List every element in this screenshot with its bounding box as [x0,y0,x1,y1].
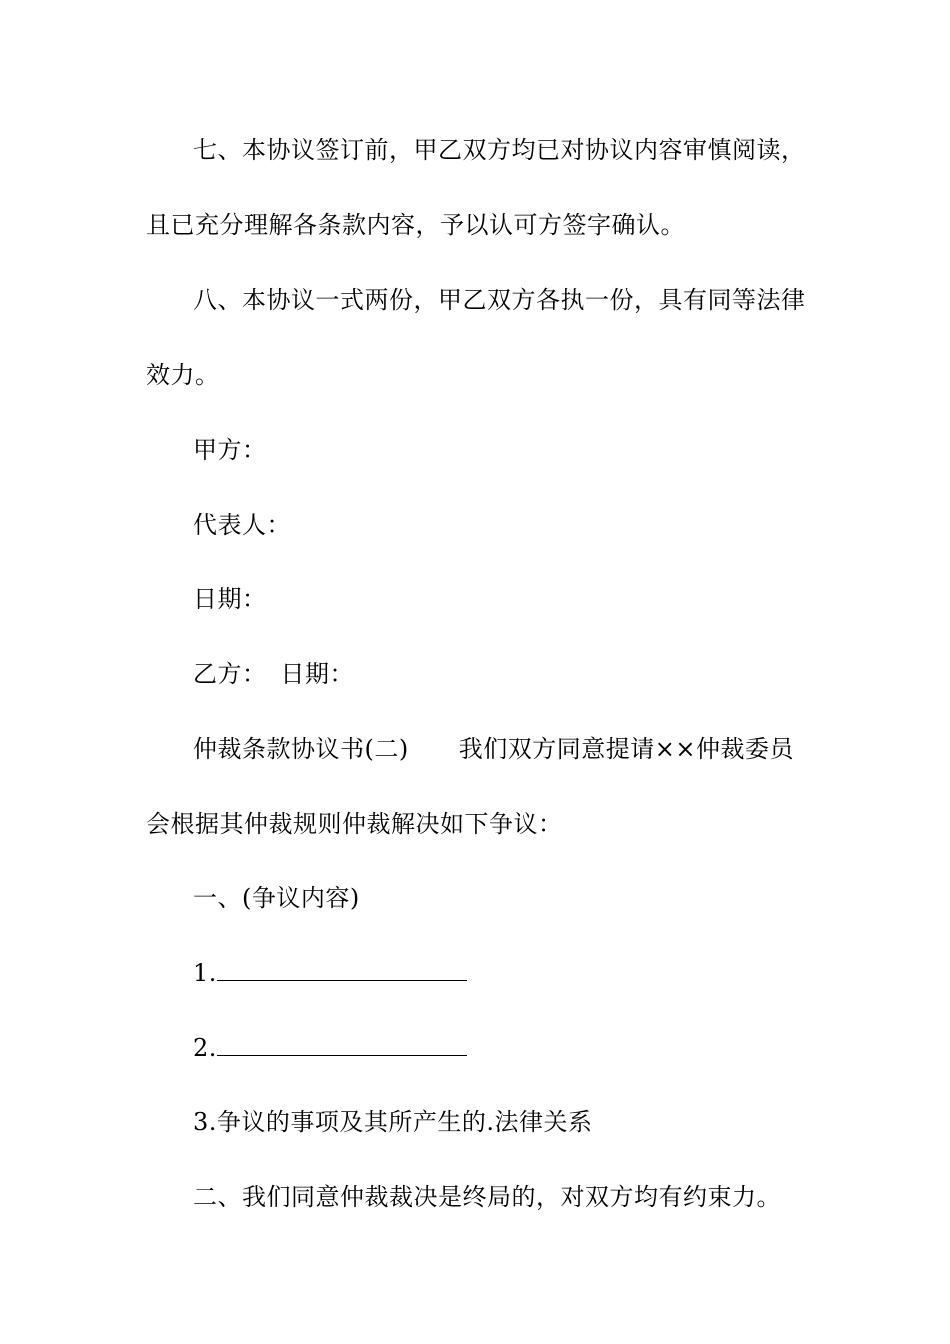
agreement-title-line [193,733,794,765]
agreement-title: 仲裁条款协议书(二) [193,735,409,763]
item-1-number: 1. [193,959,217,987]
section-1-heading: 一、(争议内容) [193,884,360,912]
party-b-label: 乙方： [193,660,267,688]
item-2-blank-line [217,1035,467,1056]
dispute-item-3: 3.争议的事项及其所产生的.法律关系 [193,1108,593,1136]
section-2-text: 二、我们同意仲裁裁决是终局的，对双方均有约束力。 [193,1183,781,1211]
date-label: 日期： [193,585,267,613]
party-b-date-label: 日期： [280,660,354,688]
party-a-label: 甲方： [193,436,267,464]
item-2-number: 2. [193,1034,217,1062]
agreement-intro-line-2: 会根据其仲裁规则仲裁解决如下争议： [146,810,563,838]
dispute-item-2 [193,1032,467,1064]
agreement-intro: 我们双方同意提请××仲裁委员 [458,735,794,763]
party-b-line [193,658,354,690]
dispute-item-1 [193,957,467,989]
representative-label: 代表人： [193,511,291,539]
clause-8-line-2: 效力。 [146,361,220,389]
clause-7-line-1: 七、本协议签订前，甲乙双方均已对协议内容审慎阅读， [193,136,806,164]
clause-7-line-2: 且已充分理解各条款内容，予以认可方签字确认。 [146,211,685,239]
clause-8-line-1: 八、本协议一式两份，甲乙双方各执一份，具有同等法律 [193,286,806,314]
item-1-blank-line [217,960,467,981]
